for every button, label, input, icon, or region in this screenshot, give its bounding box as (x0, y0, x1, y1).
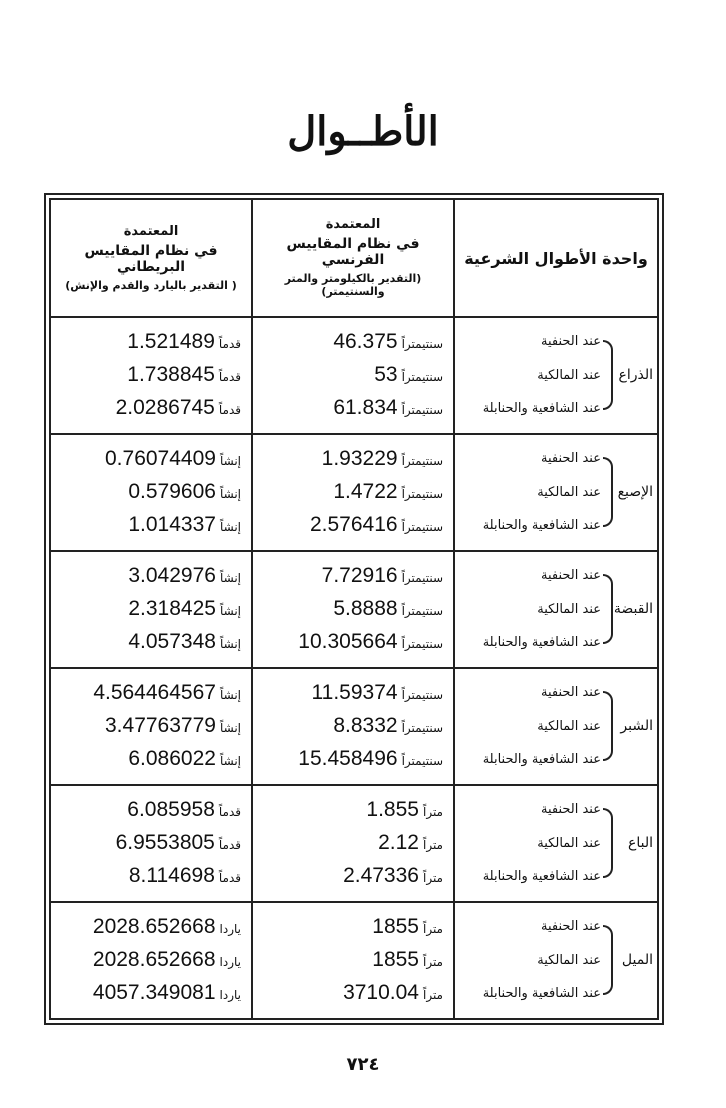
french-values-cell (252, 668, 454, 785)
french-values-cell (252, 317, 454, 434)
measure-value: 1855 (372, 948, 419, 972)
measure-value: 0.579606 (128, 480, 216, 504)
value-entry (61, 948, 241, 972)
value-entry (263, 915, 443, 939)
measure-value: 61.834 (333, 396, 398, 420)
british-values (51, 447, 251, 537)
measure-value: 46.375 (333, 330, 398, 354)
school-label: عند المالكية (537, 952, 601, 968)
value-entry (263, 480, 443, 504)
measure-value: 2.0286745 (115, 396, 215, 420)
measure-unit: قدماً (218, 838, 241, 853)
british-values (51, 915, 251, 1005)
measure-value: 5.8888 (333, 597, 398, 621)
page-title: الأطــوال (287, 108, 439, 155)
french-values-cell (252, 434, 454, 551)
value-entry (263, 330, 443, 354)
brace-icon (603, 808, 613, 878)
header-french-line2: في نظام المقاييس الفرنسي (286, 236, 420, 268)
value-entry (61, 564, 241, 588)
value-entry (263, 681, 443, 705)
unit-group (455, 669, 657, 784)
value-entry (61, 330, 241, 354)
measure-unit: ياردا (219, 922, 241, 937)
measure-value: 3.47763779 (105, 714, 216, 738)
lengths-table-frame (44, 193, 664, 1025)
value-entry (263, 396, 443, 420)
measure-unit: سنتيمتراً (401, 487, 443, 502)
measure-value: 15.458496 (298, 747, 398, 771)
value-entry (61, 747, 241, 771)
table-row (50, 317, 658, 434)
unit-cell (454, 668, 658, 785)
value-entry (263, 831, 443, 855)
measure-unit: متراً (422, 922, 443, 937)
measure-unit: إنشاً (219, 688, 241, 703)
measure-unit: إنشاً (219, 571, 241, 586)
school-label: عند الحنفية (541, 802, 601, 818)
measure-unit: إنشاً (219, 520, 241, 535)
unit-name: الشبر (620, 718, 653, 735)
measure-unit: سنتيمتراً (401, 454, 443, 469)
measure-unit: سنتيمتراً (401, 370, 443, 385)
british-values-cell (50, 785, 252, 902)
school-label: عند الحنفية (541, 334, 601, 350)
measure-unit: سنتيمتراً (401, 721, 443, 736)
measure-value: 11.59374 (311, 681, 398, 705)
measure-value: 8.114698 (128, 864, 215, 888)
measure-unit: إنشاً (219, 604, 241, 619)
school-label: عند المالكية (537, 367, 601, 383)
header-unit-label: واحدة الأطوال الشرعية (464, 248, 648, 268)
measure-unit: متراً (422, 871, 443, 886)
header-french (252, 199, 454, 317)
school-list (483, 334, 601, 416)
measure-unit: سنتيمتراً (401, 688, 443, 703)
measure-value: 1.738845 (127, 363, 215, 387)
measure-value: 1.521489 (127, 330, 215, 354)
measure-unit: متراً (422, 805, 443, 820)
measure-unit: سنتيمتراً (401, 520, 443, 535)
school-label: عند الشافعية والحنابلة (482, 518, 601, 534)
unit-name: الإصبع (617, 484, 653, 501)
school-list (483, 919, 601, 1001)
measure-unit: إنشاً (219, 754, 241, 769)
value-entry (61, 798, 241, 822)
brace-icon (603, 457, 613, 527)
value-entry (263, 513, 443, 537)
measure-value: 6.086022 (128, 747, 216, 771)
measure-value: 4.564464567 (93, 681, 216, 705)
value-entry (263, 981, 443, 1005)
brace-icon (603, 574, 613, 644)
value-entry (61, 681, 241, 705)
value-entry (263, 564, 443, 588)
measure-unit: متراً (422, 955, 443, 970)
measure-unit: سنتيمتراً (401, 337, 443, 352)
unit-name: الباع (628, 835, 653, 852)
british-values-cell (50, 551, 252, 668)
unit-cell (454, 434, 658, 551)
table-row (50, 434, 658, 551)
school-label: عند الحنفية (541, 685, 601, 701)
unit-name: القبضة (613, 601, 653, 618)
header-unit (454, 199, 658, 317)
measure-unit: متراً (422, 838, 443, 853)
value-entry (61, 513, 241, 537)
school-list (483, 802, 601, 884)
french-values-cell (252, 785, 454, 902)
measure-value: 6.9553805 (115, 831, 215, 855)
measure-value: 1.93229 (321, 447, 398, 471)
school-label: عند المالكية (537, 601, 601, 617)
measure-value: 2028.652668 (92, 915, 216, 939)
lengths-table (49, 198, 659, 1020)
french-values (253, 330, 453, 420)
value-entry (263, 363, 443, 387)
measure-unit: قدماً (218, 370, 241, 385)
value-entry (61, 447, 241, 471)
school-label: عند الشافعية والحنابلة (482, 752, 601, 768)
measure-value: 0.76074409 (105, 447, 216, 471)
unit-cell (454, 902, 658, 1019)
header-french-line1: المعتمدة (325, 217, 381, 232)
value-entry (61, 831, 241, 855)
measure-unit: قدماً (218, 871, 241, 886)
school-label: عند المالكية (537, 835, 601, 851)
measure-unit: ياردا (219, 955, 241, 970)
school-label: عند المالكية (537, 718, 601, 734)
value-entry (263, 747, 443, 771)
measure-unit: قدماً (218, 805, 241, 820)
measure-value: 1.855 (366, 798, 419, 822)
school-label: عند الشافعية والحنابلة (482, 635, 601, 651)
value-entry (61, 981, 241, 1005)
measure-value: 3.042976 (128, 564, 216, 588)
unit-group (455, 903, 657, 1018)
measure-value: 10.305664 (298, 630, 398, 654)
unit-group (455, 786, 657, 901)
header-british-line3: ( التقدير باليارد والقدم والإنش) (65, 278, 237, 292)
measure-unit: قدماً (218, 337, 241, 352)
british-values-cell (50, 668, 252, 785)
measure-value: 4.057348 (128, 630, 216, 654)
measure-value: 1.4722 (333, 480, 398, 504)
value-entry (263, 714, 443, 738)
unit-cell (454, 785, 658, 902)
value-entry (61, 363, 241, 387)
measure-value: 1855 (372, 915, 419, 939)
school-list (483, 451, 601, 533)
value-entry (263, 447, 443, 471)
measure-unit: ياردا (219, 988, 241, 1003)
brace-icon (603, 340, 613, 410)
value-entry (263, 798, 443, 822)
unit-cell (454, 551, 658, 668)
unit-group (455, 552, 657, 667)
table-row (50, 785, 658, 902)
brace-icon (603, 925, 613, 995)
value-entry (263, 948, 443, 972)
measure-value: 4057.349081 (92, 981, 216, 1005)
value-entry (263, 864, 443, 888)
measure-value: 2028.652668 (92, 948, 216, 972)
british-values (51, 681, 251, 771)
table-row (50, 551, 658, 668)
school-label: عند المالكية (537, 484, 601, 500)
french-values (253, 915, 453, 1005)
value-entry (61, 597, 241, 621)
french-values (253, 564, 453, 654)
header-french-line3: (التقدير بالكيلومتر والمتر والسنتيمتر) (284, 272, 422, 298)
value-entry (61, 864, 241, 888)
school-label: عند الحنفية (541, 919, 601, 935)
british-values (51, 798, 251, 888)
british-values (51, 564, 251, 654)
measure-value: 1.014337 (128, 513, 216, 537)
value-entry (61, 714, 241, 738)
measure-unit: سنتيمتراً (401, 754, 443, 769)
value-entry (263, 630, 443, 654)
french-values-cell (252, 551, 454, 668)
measure-value: 2.47336 (343, 864, 419, 888)
table-row (50, 902, 658, 1019)
measure-unit: إنشاً (219, 487, 241, 502)
value-entry (61, 396, 241, 420)
school-label: عند الحنفية (541, 568, 601, 584)
measure-unit: إنشاً (219, 721, 241, 736)
unit-group (455, 435, 657, 550)
british-values-cell (50, 317, 252, 434)
measure-value: 3710.04 (343, 981, 419, 1005)
measure-value: 2.576416 (309, 513, 398, 537)
brace-icon (603, 691, 613, 761)
value-entry (263, 597, 443, 621)
unit-group (455, 318, 657, 433)
unit-cell (454, 317, 658, 434)
french-values (253, 798, 453, 888)
school-list (483, 685, 601, 767)
measure-unit: سنتيمتراً (401, 604, 443, 619)
british-values-cell (50, 434, 252, 551)
measure-value: 2.318425 (128, 597, 216, 621)
school-label: عند الشافعية والحنابلة (482, 401, 601, 417)
header-british-line1: المعتمدة (123, 223, 179, 239)
school-label: عند الشافعية والحنابلة (482, 869, 601, 885)
school-label: عند الحنفية (541, 451, 601, 467)
table-header-row (50, 199, 658, 317)
british-values (51, 330, 251, 420)
measure-unit: متراً (422, 988, 443, 1003)
value-entry (61, 915, 241, 939)
school-label: عند الشافعية والحنابلة (482, 986, 601, 1002)
british-values-cell (50, 902, 252, 1019)
measure-value: 7.72916 (321, 564, 398, 588)
value-entry (61, 630, 241, 654)
unit-name: الذراع (618, 367, 653, 384)
french-values (253, 681, 453, 771)
measure-value: 8.8332 (333, 714, 398, 738)
measure-value: 53 (374, 363, 398, 387)
value-entry (61, 480, 241, 504)
measure-unit: قدماً (218, 403, 241, 418)
measure-unit: سنتيمتراً (401, 571, 443, 586)
unit-name: الميل (621, 952, 653, 969)
school-list (483, 568, 601, 650)
french-values-cell (252, 902, 454, 1019)
page-number: ٧٢٤ (346, 1054, 380, 1075)
measure-unit: إنشاً (219, 454, 241, 469)
measure-value: 2.12 (378, 831, 419, 855)
table-row (50, 668, 658, 785)
header-british (50, 199, 252, 317)
measure-value: 6.085958 (127, 798, 215, 822)
measure-unit: سنتيمتراً (401, 403, 443, 418)
french-values (253, 447, 453, 537)
header-british-line2: في نظام المقاييس البريطاني (84, 242, 218, 275)
measure-unit: سنتيمتراً (401, 637, 443, 652)
measure-unit: إنشاً (219, 637, 241, 652)
